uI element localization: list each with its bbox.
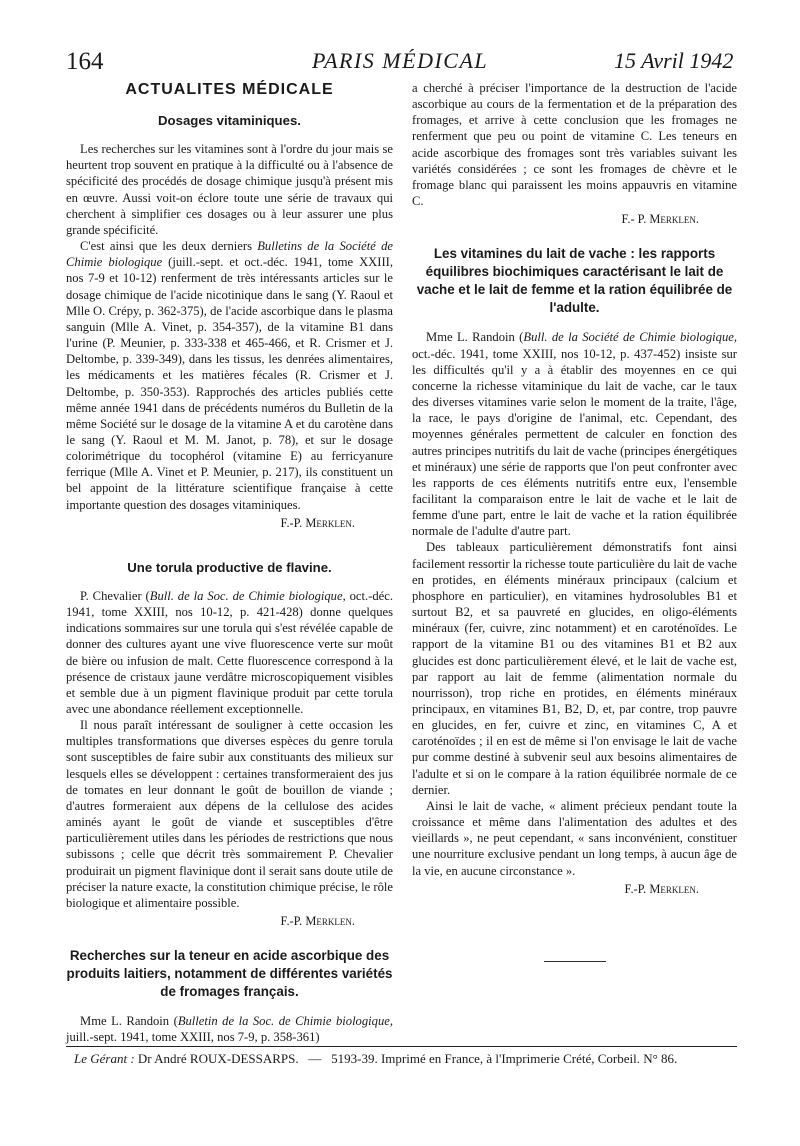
journal-citation: Bulletins de la Société de Chimie biologique — [66, 239, 393, 270]
signature: F.-P. Merklen. — [280, 914, 355, 929]
article-paragraph: Des tableaux particulièrement démonstratifs font ainsi facilement ressortir la richesse toute particulière du lait de vache en protides, en éléments minéraux principaux (calcium et phosphore en particulier), en vitamines hydrosolubles B1 et surtout B2, et sa pauvreté en glucides, en oligo-éléments minéraux (fer, cuivre, zinc notamment) et en caroténoïdes. Le rapport de la vitamine B1 ou des vitamines B1 et B2 aux glucides est donc particulièrement élevé, et le lait de vache est, par rapport au lait de femme (alimentation normale du nourrisson), trop riche en protides, en éléments minéraux principaux, en vitamines B1, B2, D, et, par contre, trop pauvre en glucides, en fer, cuivre et zinc, en vitamines C, A et caroténoïdes ; il en est de même si l'on envisage le lait de vache pur comme destiné à subvenir seul aux besoins alimentaires de l'adulte et si on le compare à la ration équilibrée normale de ce dernier. — [412, 540, 737, 797]
article-paragraph — [66, 588, 393, 717]
footer-dash: — — [308, 1051, 322, 1066]
gerant-label: Le Gérant : — [74, 1051, 135, 1066]
article-title: Les vitamines du lait de vache : les rapports équilibres biochimiques caractérisant le lait de vache et le lait de femme et la ration équilibrée de l'adulte. — [416, 246, 733, 316]
right-column — [412, 80, 737, 962]
journal-citation: Bull. de la Société de Chimie biologique — [523, 330, 734, 345]
left-column — [66, 80, 393, 1046]
footer-rule — [66, 1046, 737, 1047]
article-paragraph — [412, 329, 737, 539]
text-run: P. Chevalier ( — [80, 588, 150, 603]
imprint: 5193-39. Imprimé en France, à l'Imprimerie Crété, Corbeil. N° 86. — [331, 1051, 678, 1066]
article-title: Une torula productive de flavine. — [127, 559, 332, 575]
journal-citation: Bull. de la Soc. de Chimie biologique — [149, 588, 343, 603]
signature: F.-P. Merklen. — [280, 515, 355, 530]
signature: F.- P. Merklen. — [621, 212, 699, 227]
gerant-name: Dr André ROUX-DESSARPS. — [137, 1051, 299, 1066]
article-paragraph: a cherché à préciser l'importance de la destruction de l'acide ascorbique au cours de la fermentation et de la préparation des fromages, et arrive à cette conclusion que les fromages ne renferment que peu ou point de vitamine C. Les teneurs en acide ascorbique des fromages sont très variables suivant les variétés considérées ; ce sont les fromages de chèvre et le fromage blanc qui paraissent les moins appauvris en vitamine C. — [412, 81, 737, 209]
text-run: Mme L. Randoin ( — [426, 330, 524, 345]
page-number: 164 — [66, 48, 104, 75]
journal-title: PARIS MÉDICAL — [312, 48, 489, 73]
page-footer — [74, 1051, 744, 1067]
text-run: , juill.-sept. 1941, tome XXIII, nos 7-9, p. 358-361) — [66, 1014, 393, 1045]
article-paragraph — [66, 238, 393, 513]
text-run: C'est ainsi que les deux derniers — [80, 239, 258, 254]
article-paragraph: Les recherches sur les vitamines sont à l'ordre du jour mais se heurtent trop souvent en pratique à la difficulté ou à l'absence de spécificité des procédés de dosage chimique jusqu'à présent mis en œuvre. Aussi voit-on éclore toute une série de travaux qui cherchent à simplifier ces dosages ou à leur assurer une plus grande spécificité. — [66, 142, 393, 237]
article-title: Recherches sur la teneur en acide ascorbique des produits laitiers, notamment de différentes variétés de fromages français. — [66, 948, 393, 1000]
issue-date: 15 Avril 1942 — [614, 48, 734, 73]
article-paragraph: Il nous paraît intéressant de souligner à cette occasion les multiples transformations que diverses espèces du genre torula sont susceptibles de faire subir aux constituants des milieux sur lesquels elles se développent : certaines transformeraient des jus de tomates en leur donnant le goût de bouillon de viande ; d'autres formeraient aux dépens de la cellulose des acides aminés ayant le goût de viande et susceptibles d'être particulièrement utiles dans les périodes de restrictions que nous subissons ; celle que décrit très sommairement P. Chevalier produirait un pigment flavinique dont il serait sans doute utile de préciser la nature exacte, la constitution chimique précise, le rôle biologique et alimentaire possible. — [66, 718, 393, 910]
end-rule — [544, 961, 606, 962]
article-title: Dosages vitaminiques. — [158, 113, 301, 129]
text-run: , oct.-déc. 1941, tome XXIII, nos 10-12, p. 437-452) insiste sur les difficultés qu'il y a à établir des moyennes en ce qui concerne la richesse vitaminique du lait de vache, car le taux des diverses vitamines varie selon le moment de la traite, l'âge, la race, le pays d'origine de l'animal, etc. Cependant, des moyennes générales permettent de calculer en fonction des autres principes nutritifs du lait de vache (principes énergétiques et minéraux) une série de rapports que l'on peut confronter avec les rapports de ces éléments nutritifs entre eux, l'ensemble facilitant la comparaison entre le lait de vache et le lait de femme d'une part, entre le lait de vache et la ration équilibrée normale de l'adulte d'autre part. — [412, 330, 737, 539]
text-run: (juill.-sept. et oct.-déc. 1941, tome XXIII, nos 7-9 et 10-12) renferment de très intéressants articles sur le dosage chimique de l'acide nicotinique dans le sang (Y. Raoul et Mlle O. Crépy, p. 362-375), de l'acide ascorbique dans le plasma sanguin (Mlle A. Vinet, p. 354-357), de la vitamine B1 dans l'urine (P. Meunier, p. 333-338 et 465-466, et R. Crismer et J. Deltombe, p. 339-349), dans les tissus, les denrées alimentaires, les médicaments et les matières fécales (R. Crismer et J. Deltombe, p. 350-353). Rapprochés des articles publiés cette même année 1941 dans de précédents numéros du Bulletin de la même Société sur le dosage de la vitamine A et du carotène dans le sang (Y. Raoul et M. M. Janot, p. 78), et sur le dosage colorimétrique du tocophérol (vitamine E) au ferricyanure ferrique (Mlle A. Vinet et P. Meunier, p. 217), ils constituent un bel appoint de la littérature scientifique française à cette importante question des dosages vitaminiques. — [66, 255, 393, 512]
journal-citation: Bulletin de la Soc. de Chimie biologique — [177, 1014, 390, 1029]
article-paragraph — [66, 1013, 393, 1045]
page-header — [0, 44, 800, 84]
text-run: Mme L. Randoin ( — [80, 1014, 178, 1029]
signature: F.-P. Merklen. — [624, 881, 699, 896]
article-paragraph: Ainsi le lait de vache, « aliment précieux pendant toute la croissance et même dans l'alimentation des adultes et des vieillards », ne peut cependant, « sans inconvénient, constituer une nourriture exclusive pendant un long temps, à aucun âge de la vie, en aucune circonstance ». — [412, 798, 737, 878]
text-run: , oct.-déc. 1941, tome XXIII, nos 10-12, p. 421-428) donne quelques indications sommaires sur une torula qui s'est révélée capable de donner des cultures ayant une vive fluorescence verte sur moût de bière ou infusion de malt. Cette fluorescence correspond à la présence de cristaux jaune verdâtre microscopiquement visibles et semble due à un pigment flavinique produit par cette torula avec une abondance réellement exceptionnelle. — [66, 588, 393, 716]
section-title: ACTUALITES MÉDICALE — [125, 81, 334, 98]
